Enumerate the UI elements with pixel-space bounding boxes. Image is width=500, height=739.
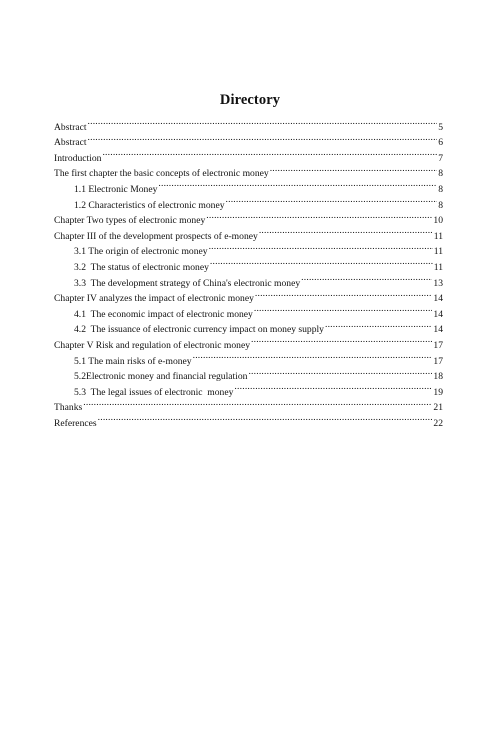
toc-dot-leader [259,223,433,239]
toc-dot-leader [158,176,437,192]
toc-entry-label: Chapter IV analyzes the impact of electronic money [54,293,254,305]
toc-dot-leader [102,145,437,161]
toc-entry-label: References [54,417,97,429]
toc-dot-leader [270,161,438,177]
toc-entry[interactable] [54,410,443,429]
toc-dot-leader [98,410,433,426]
toc-dot-leader [209,239,433,255]
toc-entry-label: Introduction [54,152,102,164]
toc-dot-leader [254,301,433,317]
toc-entry-page-number: 5 [438,121,443,133]
toc-entry-page-number: 11 [433,261,443,273]
toc-entry-page-number: 13 [433,277,443,289]
toc-dot-leader [255,286,433,302]
toc-dot-leader [251,332,432,348]
toc-entry-label: 5.3 The legal issues of electronic money [74,386,234,398]
toc-entry-label: 5.1 The main risks of e-money [74,355,192,367]
toc-entry-label: Thanks [54,402,83,414]
toc-entry-label: 4.1 The economic impact of electronic money [74,308,253,320]
toc-entry-label: Abstract [54,121,87,133]
toc-entry-page-number: 6 [438,137,443,149]
toc-entry-page-number: 11 [433,230,443,242]
toc-entry-label: 5.2Electronic money and financial regulation [74,371,248,383]
toc-entry-page-number: 7 [438,152,443,164]
toc-entry-label: Chapter Two types of electronic money [54,215,206,227]
toc-entry-label: 1.1 Electronic Money [74,183,158,195]
toc-dot-leader [193,348,433,364]
toc-dot-leader [88,130,438,146]
toc-entry-label: 4.2 The issuance of electronic currency impact on money supply [74,324,324,336]
toc-entry-page-number: 8 [438,199,443,211]
toc-entry-page-number: 8 [438,183,443,195]
toc-entry-page-number: 21 [433,402,443,414]
toc-entry[interactable] [54,395,443,414]
toc-entry-label: Chapter V Risk and regulation of electronic money [54,339,251,351]
toc-entry[interactable] [54,161,443,180]
table-of-contents [54,114,443,429]
toc-entry-label: The first chapter the basic concepts of electronic money [54,168,269,180]
toc-entry-label: 3.2 The status of electronic money [74,261,209,273]
toc-entry-page-number: 14 [433,308,443,320]
toc-dot-leader [88,114,438,130]
toc-entry-label: 3.1 The origin of electronic money [74,246,208,258]
toc-entry-page-number: 11 [433,246,443,258]
toc-entry-page-number: 19 [433,386,443,398]
toc-dot-leader [83,395,432,411]
toc-dot-leader [234,379,432,395]
toc-entry-page-number: 8 [438,168,443,180]
toc-dot-leader [226,192,438,208]
toc-entry-label: 1.2 Characteristics of electronic money [74,199,225,211]
toc-entry[interactable] [54,130,443,149]
toc-entry-label: Chapter III of the development prospects of e-money [54,230,258,242]
toc-dot-leader [248,364,432,380]
toc-entry-label: Abstract [54,137,87,149]
toc-entry[interactable] [54,114,443,133]
page-title: Directory [219,92,281,108]
toc-entry-page-number: 14 [433,293,443,305]
toc-entry-page-number: 10 [433,215,443,227]
toc-entry-page-number: 17 [433,339,443,351]
toc-entry-page-number: 18 [433,371,443,383]
toc-dot-leader [210,254,433,270]
toc-entry-page-number: 17 [433,355,443,367]
toc-dot-leader [206,208,432,224]
toc-dot-leader [301,270,432,286]
toc-entry-label: 3.3 The development strategy of China's electronic money [74,277,301,289]
toc-dot-leader [325,317,432,333]
toc-entry-page-number: 14 [433,324,443,336]
toc-entry[interactable] [54,145,443,164]
toc-entry-page-number: 22 [433,417,443,429]
